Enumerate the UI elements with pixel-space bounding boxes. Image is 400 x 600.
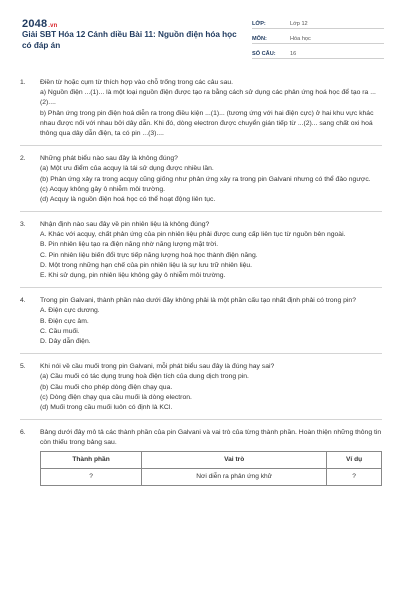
question-item — [20, 220, 382, 281]
table-header-cell: Vai trò — [142, 452, 327, 469]
document-title: Giải SBT Hóa 12 Cánh diều Bài 11: Nguồn điện hóa học có đáp án — [22, 30, 237, 50]
question-text: Bảng dưới đây mô tả các thành phần của pin Galvani và vai trò của từng thành phần. Hoàn thiện những thông tin còn thiếu trong bảng sau. — [40, 429, 382, 447]
table-header-cell: Thành phần — [41, 452, 142, 469]
table-header-row — [41, 452, 382, 469]
answer-line: (b) Phản ứng xảy ra trong acquy cũng giống như phản ứng xảy ra trong pin Galvani nhưng có thể đảo ngược. — [40, 175, 371, 183]
meta-row-subject — [252, 29, 384, 44]
question-item — [20, 428, 382, 486]
meta-row-grade — [252, 14, 384, 29]
answer-line: b) Phản ứng trong pin điện hoá diễn ra trong điều kiện ...(1)... (tương ứng với hai điện cực) ở hai khu vực khác nhau được nối với nhau bởi dây dẫn. Khi đó, dòng electron được chuyển gián tiếp từ ...(2)... sang chất oxi hoá thông qua dây dẫn điện, ta có pin ...(3).... — [40, 109, 374, 137]
meta-value: Hóa học — [290, 35, 311, 42]
question-divider — [20, 419, 382, 420]
answer-line: (b) Cầu muối cho phép dòng điện chạy qua. — [40, 383, 173, 391]
question-number: 5. — [20, 363, 26, 371]
answer-line: A. Điện cực dương. — [40, 307, 100, 315]
document-header — [0, 0, 400, 62]
table-header-cell: Ví dụ — [327, 452, 382, 469]
answer-line: (c) Acquy không gây ô nhiễm môi trường. — [40, 185, 165, 193]
question-item — [20, 296, 382, 347]
question-text: Trong pin Galvani, thành phần nào dưới đây không phải là một phần cấu tạo nhất định phải có trong pin? — [40, 297, 356, 305]
question-item — [20, 78, 382, 139]
question-text: Nhận định nào sau đây về pin nhiên liệu là không đúng? — [40, 221, 210, 229]
question-number: 3. — [20, 221, 26, 229]
answer-line: a) Nguồn điện ...(1)... là một loại nguồn điện được tạo ra bằng cách sử dụng các phản ứng hoá học để tạo ra ...(2).... — [40, 89, 376, 107]
question-number: 4. — [20, 297, 26, 305]
answer-line: E. Khi sử dụng, pin nhiên liệu không gây ô nhiễm môi trường. — [40, 272, 226, 279]
answer-line: D. Dây dẫn điện. — [40, 337, 91, 345]
answer-line: A. Khác với acquy, chất phản ứng của pin nhiên liệu phải được cung cấp liên tục từ nguồn bên ngoài. — [40, 231, 346, 239]
question-item — [20, 154, 382, 205]
question-text: Khi nói về cầu muối trong pin Galvani, mỗi phát biểu sau đây là đúng hay sai? — [40, 363, 275, 371]
question-number: 6. — [20, 429, 26, 437]
answer-line: D. Một trong những hạn chế của pin nhiên liệu là sự lưu trữ nhiên liệu. — [40, 261, 253, 269]
question-list — [20, 78, 382, 490]
table-cell: ? — [41, 469, 142, 486]
answer-line: (d) Acquy là nguồn điện hoá học có thể hoạt động liên tục. — [40, 195, 216, 203]
answer-line: B. Pin nhiên liệu tạo ra điện năng nhờ năng lượng mặt trời. — [40, 241, 219, 249]
meta-label: MÔN: — [252, 35, 267, 42]
site-logo-suffix: .vn — [48, 23, 58, 29]
meta-row-question-count — [252, 44, 384, 59]
meta-value: Lớp 12 — [290, 20, 308, 27]
answer-line: (c) Dòng điện chạy qua cầu muối là dòng electron. — [40, 393, 192, 401]
table-row — [41, 469, 382, 486]
answer-line: (a) Một ưu điểm của acquy là tái sử dụng được nhiều lần. — [40, 165, 214, 173]
answer-line: B. Điện cực âm. — [40, 317, 89, 325]
galvani-components-table — [40, 451, 382, 486]
answer-line: C. Pin nhiên liệu biến đổi trực tiếp năng lượng hoá học thành điện năng. — [40, 251, 258, 259]
site-logo-text: 2048 — [22, 18, 48, 30]
question-text: Điền từ hoặc cụm từ thích hợp vào chỗ trống trong các câu sau. — [40, 79, 234, 86]
meta-label: LỚP: — [252, 20, 266, 27]
question-number: 1. — [20, 79, 26, 86]
answer-line: C. Cầu muối. — [40, 327, 80, 335]
question-number: 2. — [20, 155, 26, 163]
answer-line: (a) Cầu muối có tác dụng trung hoà điện tích của dung dịch trong pin. — [40, 373, 249, 381]
table-cell: Nơi diễn ra phản ứng khử — [142, 469, 327, 486]
question-item — [20, 362, 382, 413]
document-meta — [252, 14, 384, 59]
question-divider — [20, 287, 382, 288]
question-divider — [20, 353, 382, 354]
answer-line: (d) Muối trong cầu muối luôn có định là KCl. — [40, 403, 173, 411]
meta-value: 16 — [290, 50, 297, 57]
table-cell: ? — [327, 469, 382, 486]
meta-label: SỐ CÂU: — [252, 50, 276, 57]
question-divider — [20, 211, 382, 212]
question-divider — [20, 145, 382, 146]
question-text: Những phát biểu nào sau đây là không đúng? — [40, 155, 178, 163]
